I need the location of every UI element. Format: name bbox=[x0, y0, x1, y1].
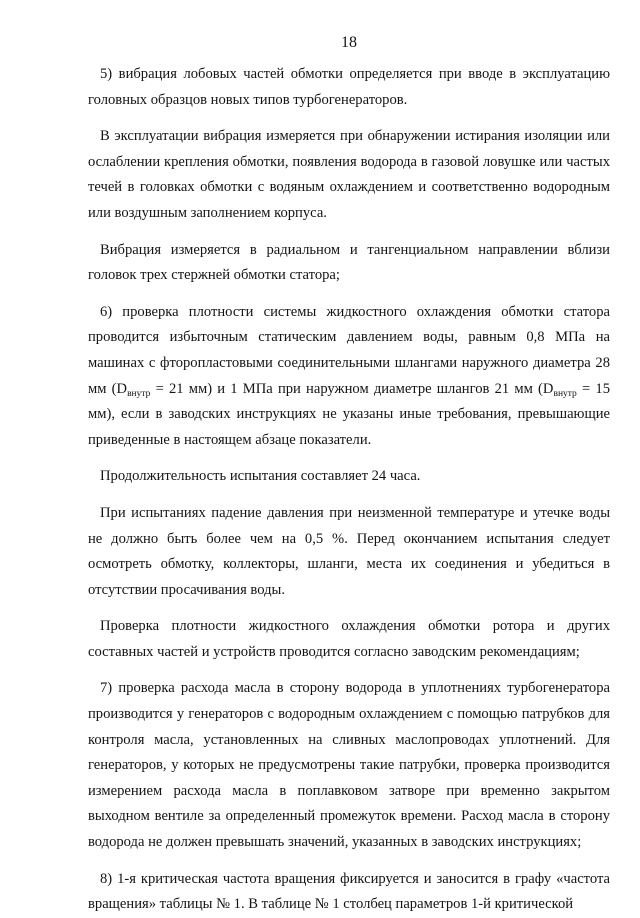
paragraph-6-text-part1: 6) проверка плотности системы жидкостного охлаждения обмотки статора проводится избыточным статическим давлением воды, равным 0,8 МПа на машинах с фторопластовыми соединительными шлангами наружного диаметра 28 мм (D bbox=[88, 303, 610, 397]
paragraph-8-critical-frequency: 8) 1-я критическая частота вращения фиксируется и заносится в графу «частота вращения» таблицы № 1. В таблице № 1 столбец параметров 1-й критической bbox=[88, 870, 610, 913]
paragraph-rotor-cooling: Проверка плотности жидкостного охлаждения обмотки ротора и других составных частей и устройств проводится согласно заводским рекомендациям; bbox=[88, 618, 610, 660]
document-page bbox=[88, 32, 610, 913]
paragraph-5-vibration-frontal: 5) вибрация лобовых частей обмотки определяется при вводе в эксплуатацию головных образцов новых типов турбогенераторов. bbox=[88, 66, 610, 108]
paragraph-test-duration: Продолжительность испытания составляет 24 часа. bbox=[100, 468, 421, 485]
subscript-inner-diameter-1: внутр bbox=[127, 388, 151, 399]
subscript-inner-diameter-2: внутр bbox=[553, 388, 577, 399]
paragraph-6-text-part2: = 21 мм) и 1 МПа при наружном диаметре шлангов 21 мм (D bbox=[150, 380, 554, 397]
paragraph-pressure-drop: При испытаниях падение давления при неизменной температуре и утечке воды не должно быть более чем на 0,5 %. Перед окончанием испытания следует осмотреть обмотку, коллекторы, шланги, места их соединения и убедиться в отсутствии просачивания воды. bbox=[88, 504, 610, 598]
paragraph-7-oil-consumption: 7) проверка расхода масла в сторону водорода в уплотнениях турбогенератора производится у генераторов с водородным охлаждением с помощью патрубков для контроля масла, установленных на сливных маслопроводах уплотнений. Для генераторов, у которых не предусмотрены такие патрубки, проверка производится измерением расхода масла в поплавковом затворе при временно закрытом выходном вентиле за определенный промежуток времени. Расход масла в сторону водорода не должен превышать значений, указанных в заводских инструкциях; bbox=[88, 680, 610, 851]
page-number: 18 bbox=[341, 34, 357, 51]
paragraph-6-cooling-density bbox=[88, 300, 610, 454]
paragraph-vibration-in-operation: В эксплуатации вибрация измеряется при обнаружении истирания изоляции или ослаблении крепления обмотки, появления водорода в газовой ловушке или частых течей в головках обмотки с водяным охлаждением и соответственно водородным или воздушным заполнением корпуса. bbox=[88, 128, 610, 221]
paragraph-6-text-part3: = 15 мм), если в заводских инструкциях не указаны иные требования, превышающие приведенные в настоящем абзаце показатели. bbox=[88, 380, 610, 448]
paragraph-vibration-measurement: Вибрация измеряется в радиальном и тангенциальном направлении вблизи головок трех стержней обмотки статора; bbox=[88, 241, 610, 284]
